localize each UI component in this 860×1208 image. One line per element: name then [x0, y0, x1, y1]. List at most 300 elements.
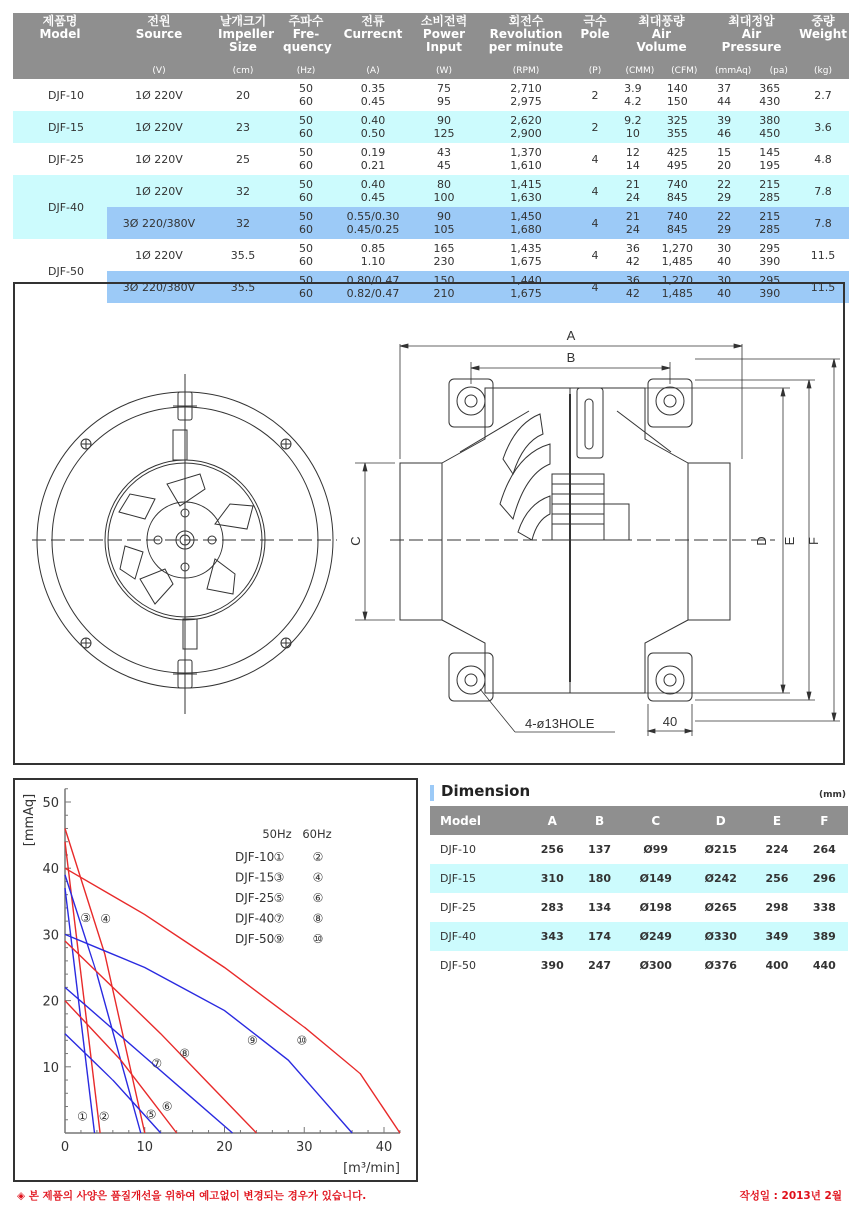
legend-marker-50hz: ③	[273, 870, 285, 885]
cell-cfm-value: 325	[666, 114, 688, 127]
legend-marker-50hz: ⑦	[273, 911, 285, 926]
label-F: F	[806, 537, 821, 545]
cell-frequency	[275, 111, 337, 143]
spec-row	[13, 143, 849, 175]
cell-cmm-value: 9.2	[624, 114, 642, 127]
dim-cell-value: 174	[588, 930, 612, 943]
dim-cell-value: Ø249	[639, 930, 672, 943]
cell-frequency-value: 50	[299, 114, 313, 127]
cell-size: 32	[211, 175, 275, 207]
header-en: Model	[39, 27, 81, 41]
dim-cell-model: DJF-15	[440, 872, 477, 885]
legend-marker-50hz: ⑤	[273, 891, 285, 905]
header-unit: (CFM)	[671, 66, 698, 76]
header-ko: 날개크기	[219, 14, 267, 28]
curve-marker: ③	[80, 910, 92, 925]
dim-header-cell: A	[529, 806, 576, 835]
dim-cell-value: 134	[588, 901, 612, 914]
dim-header-cell: F	[801, 806, 848, 835]
col-air-volume	[617, 13, 706, 79]
cell-pole: 4	[573, 271, 617, 303]
x-tick-label: 0	[60, 1140, 70, 1155]
header-unit: (V)	[152, 66, 166, 76]
legend-header-60hz: 60Hz	[302, 827, 332, 841]
header-unit: (CMM)	[625, 66, 655, 76]
cell-current	[337, 207, 409, 239]
cell-pa-value: 215	[759, 210, 781, 223]
cell-frequency	[275, 239, 337, 271]
cell-frequency	[275, 143, 337, 175]
cell-cmm	[617, 79, 649, 111]
dim-header-cell: D	[688, 806, 753, 835]
header-ko: 제품명	[42, 14, 78, 28]
cell-frequency-value: 60	[299, 95, 313, 108]
header-ko: 중량	[811, 14, 835, 28]
header-ko: 회전수	[508, 14, 544, 28]
cell-pa-value: 295	[759, 242, 781, 255]
cell-mmaq-value: 15	[717, 146, 732, 159]
chart-svg	[15, 780, 416, 1180]
label-A: A	[566, 328, 576, 343]
dim-cell-value: 400	[765, 959, 789, 972]
cell-power-value: 90	[437, 114, 451, 127]
cell-size: 23	[211, 111, 275, 143]
cell-power-value: 210	[433, 287, 455, 300]
header-ko: 소비전력	[420, 14, 468, 28]
cell-rpm-value: 1,680	[510, 223, 542, 236]
cell-power	[409, 79, 479, 111]
header-en: Source	[135, 27, 183, 41]
cell-cmm	[617, 207, 649, 239]
cell-mmaq-value: 39	[717, 114, 732, 127]
cell-frequency	[275, 79, 337, 111]
y-tick-label: 40	[42, 862, 59, 878]
col-current	[337, 13, 409, 79]
cell-current-value: 0.80/0.47	[346, 274, 400, 287]
cell-weight: 7.8	[797, 175, 849, 207]
cell-rpm-value: 2,900	[510, 127, 542, 140]
cell-weight: 11.5	[810, 248, 836, 262]
label-B: B	[566, 350, 576, 365]
title-accent-bar	[430, 785, 434, 801]
cell-cfm-value: 495	[666, 159, 688, 172]
cell-cfm-value: 140	[666, 82, 688, 95]
y-tick-label: 50	[42, 796, 59, 811]
cell-cmm-value: 24	[625, 223, 640, 236]
header-ko: 주파수	[288, 14, 324, 28]
legend-marker-60hz: ⑧	[312, 911, 324, 926]
cell-cmm-value: 24	[625, 191, 640, 204]
cell-cfm	[649, 143, 706, 175]
cell-pa	[742, 79, 797, 111]
cell-cmm-value: 10	[625, 127, 640, 140]
cell-cfm-value: 355	[666, 127, 688, 140]
performance-chart	[13, 778, 418, 1182]
cell-rpm-value: 1,440	[510, 274, 542, 287]
cell-mmaq-value: 40	[717, 255, 732, 268]
cell-mmaq-value: 46	[717, 127, 732, 140]
dim-cell-value: 440	[812, 959, 836, 972]
cell-pa-value: 285	[759, 191, 781, 204]
cell-current-value: 0.19	[360, 146, 386, 159]
col-source	[107, 13, 211, 79]
legend-marker-60hz: ②	[312, 850, 324, 864]
cell-rpm-value: 1,450	[510, 210, 542, 223]
header-en: Revolution per minute	[488, 27, 564, 54]
dim-row	[430, 864, 848, 893]
cell-frequency-value: 60	[299, 223, 313, 236]
legend-header-50hz: 50Hz	[262, 827, 292, 841]
blade-section	[500, 444, 550, 519]
cell-pa	[742, 175, 797, 207]
cell-current-value: 0.82/0.47	[346, 287, 400, 300]
header-en: Weight	[799, 27, 847, 41]
cell-mmaq-value: 40	[717, 287, 732, 300]
curve-marker: ⑩	[296, 1033, 308, 1048]
cell-weight: 3.6	[797, 111, 849, 143]
cell-rpm	[479, 111, 573, 143]
cell-weight: 2.7	[814, 88, 832, 102]
dimension-header-row	[430, 806, 848, 835]
cell-pa-value: 195	[759, 159, 781, 172]
motor-bracket	[577, 388, 603, 458]
dim-cell-value: 338	[812, 901, 836, 914]
cell-mmaq-value: 30	[717, 274, 732, 287]
dimension-table	[430, 806, 848, 980]
cell-model: DJF-15	[13, 111, 107, 143]
cell-pa	[742, 111, 797, 143]
cell-power	[409, 239, 479, 271]
cell-model: DJF-50	[48, 264, 85, 278]
cell-rpm	[479, 239, 573, 271]
header-unit: (pa)	[769, 66, 788, 76]
cell-mmaq	[706, 239, 742, 271]
cell-mmaq	[706, 143, 742, 175]
dim-cell-value: 256	[540, 843, 564, 856]
dim-header-cell: C	[623, 806, 688, 835]
blade-section	[518, 496, 550, 540]
cell-mmaq-value: 37	[717, 82, 732, 95]
dim-cell-value: 296	[812, 872, 836, 885]
cell-rpm	[479, 79, 573, 111]
cell-mmaq	[706, 111, 742, 143]
cell-cmm-value: 4.2	[624, 95, 642, 108]
cell-power-value: 165	[433, 242, 455, 255]
label-C: C	[348, 536, 363, 546]
curve-marker: ⑤	[145, 1107, 157, 1122]
cell-pa-value: 365	[759, 82, 781, 95]
cell-rpm	[479, 143, 573, 175]
cell-current	[337, 239, 409, 271]
cell-frequency-value: 60	[299, 159, 313, 172]
cell-rpm-value: 1,610	[510, 159, 542, 172]
dim-cell-value: Ø215	[704, 843, 737, 856]
cell-current-value: 0.35	[360, 82, 386, 95]
dim-cell-value: Ø99	[643, 843, 669, 856]
legend-model: DJF-15	[235, 870, 275, 885]
cell-pa-value: 380	[759, 114, 781, 127]
cell-pa-value: 390	[759, 287, 781, 300]
legend-model: DJF-10	[235, 850, 275, 864]
cell-pa-value: 450	[759, 127, 781, 140]
cell-power-value: 80	[437, 178, 451, 191]
cell-power-value: 125	[433, 127, 455, 140]
drawing-svg	[15, 284, 843, 763]
cell-rpm	[479, 175, 573, 207]
cell-power	[409, 143, 479, 175]
cell-mmaq-value: 22	[717, 210, 732, 223]
dim-cell-value: 180	[588, 872, 612, 885]
cell-frequency-value: 60	[299, 127, 313, 140]
header-unit: (RPM)	[512, 66, 540, 76]
col-air-pressure	[706, 13, 797, 79]
col-model	[13, 13, 107, 79]
cell-mmaq-value: 22	[717, 178, 732, 191]
spec-table	[13, 13, 849, 303]
dim-cell-value: 137	[588, 843, 612, 856]
col-pole	[573, 13, 617, 79]
spec-row	[13, 175, 849, 207]
col-weight	[797, 13, 849, 79]
cell-frequency-value: 50	[299, 146, 313, 159]
cell-power-value: 45	[437, 159, 451, 172]
header-ko: 극수	[583, 14, 607, 28]
cell-current-value: 0.50	[360, 127, 386, 140]
header-ko: 최대정압	[728, 14, 775, 28]
legend-model: DJF-50	[235, 932, 275, 946]
cell-source: 1Ø 220V	[135, 152, 183, 166]
cell-cfm	[649, 239, 706, 271]
spec-row	[13, 111, 849, 143]
x-tick-label: 10	[136, 1140, 154, 1155]
header-en: Air Pressure	[721, 27, 782, 54]
cell-cfm-value: 1,270	[661, 242, 694, 255]
cell-pa	[742, 239, 797, 271]
cell-current-value: 0.40	[360, 178, 386, 191]
cell-current	[337, 175, 409, 207]
y-tick-label: 10	[42, 1060, 59, 1076]
cell-cmm-value: 21	[625, 210, 640, 223]
label-40: 40	[662, 714, 678, 729]
dim-cell-value: Ø149	[639, 872, 672, 885]
dim-cell-value: Ø242	[704, 872, 737, 885]
y-axis-label: [mmAq]	[22, 793, 37, 847]
legend-model: DJF-25	[235, 891, 275, 905]
cell-rpm-value: 1,675	[510, 287, 542, 300]
cell-pa-value: 390	[759, 255, 781, 268]
cell-cfm-value: 1,485	[661, 255, 694, 268]
cell-power-value: 150	[433, 274, 455, 287]
dim-row	[430, 835, 848, 864]
x-axis-label: [m³/min]	[343, 1161, 400, 1176]
cell-cfm-value: 425	[666, 146, 688, 159]
legend-marker-50hz: ①	[273, 850, 285, 864]
header-ko: 전원	[147, 14, 171, 28]
header-unit: (W)	[436, 66, 452, 76]
cell-frequency-value: 60	[299, 191, 313, 204]
front-view	[32, 374, 337, 714]
cell-rpm-value: 1,630	[510, 191, 542, 204]
cell-mmaq	[706, 175, 742, 207]
legend-marker-60hz: ⑩	[312, 932, 324, 946]
cell-power-value: 100	[433, 191, 455, 204]
dim-row	[430, 893, 848, 922]
cell-frequency-value: 50	[299, 82, 313, 95]
cell-frequency-value: 50	[299, 210, 313, 223]
curve-marker: ⑧	[179, 1046, 191, 1061]
y-tick-label: 20	[42, 994, 59, 1010]
mount-foot	[449, 379, 493, 427]
header-ko: 전류	[361, 14, 385, 28]
cell-cmm-value: 42	[625, 255, 640, 268]
cell-rpm-value: 2,620	[510, 114, 542, 127]
header-en: Air Volume	[636, 27, 687, 54]
cell-current	[337, 111, 409, 143]
cell-current	[337, 79, 409, 111]
dim-header-cell: B	[576, 806, 623, 835]
curve-marker: ①	[77, 1109, 88, 1124]
col-frequency	[275, 13, 337, 79]
cell-power-value: 90	[437, 210, 451, 223]
dim-cell-value: Ø330	[704, 930, 737, 943]
dim-cell-value: Ø198	[639, 901, 672, 914]
cell-current-value: 0.45	[360, 191, 386, 204]
dimension-unit: (mm)	[819, 790, 846, 800]
cell-frequency-value: 60	[299, 287, 313, 300]
cell-pole: 4	[573, 175, 617, 207]
cell-power-value: 230	[433, 255, 455, 268]
dim-cell-value: 264	[812, 843, 836, 856]
cell-cmm	[617, 111, 649, 143]
cell-mmaq-value: 29	[717, 223, 732, 236]
dim-cell-value: 390	[540, 959, 564, 972]
cell-cfm-value: 845	[666, 223, 688, 236]
cell-weight: 7.8	[797, 207, 849, 239]
x-tick-label: 20	[216, 1140, 233, 1155]
header-unit: (cm)	[232, 66, 254, 76]
cell-cfm	[649, 79, 706, 111]
dim-cell-value: 298	[765, 901, 789, 914]
y-tick-label: 30	[42, 928, 59, 944]
cell-weight: 11.5	[797, 271, 849, 303]
cell-model: DJF-10	[48, 88, 85, 102]
x-tick-label: 40	[375, 1140, 393, 1155]
cell-frequency-value: 50	[299, 242, 313, 255]
cell-size: 20	[236, 88, 250, 102]
cell-mmaq-value: 20	[717, 159, 732, 172]
dim-cell-value: Ø376	[704, 959, 737, 972]
curve-marker: ④	[100, 912, 112, 927]
cell-cmm-value: 21	[625, 178, 640, 191]
cell-pole: 4	[591, 248, 599, 262]
dim-cell-value: Ø265	[704, 901, 737, 914]
spec-row	[13, 79, 849, 111]
curve-marker: ⑦	[151, 1056, 163, 1071]
cell-cfm-value: 845	[666, 191, 688, 204]
cell-cmm-value: 36	[625, 242, 640, 255]
header-unit: (kg)	[814, 66, 832, 76]
cell-size: 35.5	[230, 248, 256, 262]
legend-model: DJF-40	[235, 911, 275, 926]
cell-cmm-value: 42	[625, 287, 640, 300]
outlet-duct	[688, 463, 730, 620]
cell-power-value: 105	[433, 223, 455, 236]
cell-cmm-value: 12	[625, 146, 640, 159]
cell-power	[409, 111, 479, 143]
curve-marker: ⑨	[247, 1033, 258, 1048]
dim-cell-value: 389	[812, 930, 836, 943]
cell-source: 3Ø 220/380V	[107, 271, 211, 303]
cell-power	[409, 207, 479, 239]
cell-cmm-value: 3.9	[624, 82, 642, 95]
header-en: Fre- quency	[283, 27, 332, 54]
cell-model: DJF-40	[13, 175, 107, 239]
cell-rpm-value: 1,415	[510, 178, 542, 191]
cell-cfm	[649, 207, 706, 239]
cell-source: 3Ø 220/380V	[107, 207, 211, 239]
cell-current-value: 0.85	[360, 242, 386, 255]
cell-rpm-value: 1,370	[510, 146, 542, 159]
impeller-blades	[119, 474, 253, 604]
cell-current-value: 1.10	[360, 255, 386, 268]
dim-cell-value: 283	[540, 901, 564, 914]
x-tick-label: 30	[295, 1140, 313, 1155]
dim-header-cell: Model	[430, 806, 529, 835]
cell-current	[337, 143, 409, 175]
cell-mmaq-value: 29	[717, 191, 732, 204]
dim-cell-model: DJF-25	[440, 901, 477, 914]
col-size	[211, 13, 275, 79]
legend-marker-50hz: ⑨	[273, 932, 285, 946]
cell-pole: 2	[591, 88, 599, 102]
cell-cfm-value: 740	[666, 210, 688, 223]
cell-power	[409, 175, 479, 207]
hole-leader	[480, 689, 515, 732]
cell-frequency	[275, 207, 337, 239]
cell-size: 32	[211, 207, 275, 239]
cell-cmm	[617, 143, 649, 175]
cell-weight: 4.8	[814, 152, 832, 166]
header-unit: (mmAq)	[715, 66, 752, 76]
legend-marker-60hz: ⑥	[312, 891, 324, 905]
side-view	[348, 328, 840, 736]
cell-frequency	[275, 175, 337, 207]
header-en: Impeller Size	[218, 27, 274, 54]
dim-cell-value: 256	[765, 872, 789, 885]
cell-cmm	[617, 175, 649, 207]
dim-cell-model: DJF-40	[440, 930, 477, 943]
cell-size: 35.5	[211, 271, 275, 303]
dim-cell-value: 343	[540, 930, 564, 943]
cell-pa	[742, 143, 797, 175]
label-E: E	[782, 536, 797, 546]
footer-date: 작성일 : 2013년 2월	[739, 1190, 842, 1202]
series-line-4	[65, 828, 145, 1133]
col-power	[409, 13, 479, 79]
header-ko: 최대풍량	[638, 14, 685, 28]
header-unit: (Hz)	[296, 66, 316, 76]
cell-power-value: 75	[437, 82, 451, 95]
cell-pa-value: 295	[759, 274, 781, 287]
inlet-duct	[400, 463, 442, 620]
cell-current-value: 0.40	[360, 114, 386, 127]
spec-row	[13, 239, 849, 271]
cell-power-value: 43	[437, 146, 451, 159]
footer-note: ◈ 본 제품의 사양은 품질개선을 위하여 예고없이 변경되는 경우가 있습니다.	[17, 1190, 367, 1202]
cell-frequency-value: 60	[299, 255, 313, 268]
col-rpm	[479, 13, 573, 79]
cell-cfm-value: 150	[666, 95, 688, 108]
